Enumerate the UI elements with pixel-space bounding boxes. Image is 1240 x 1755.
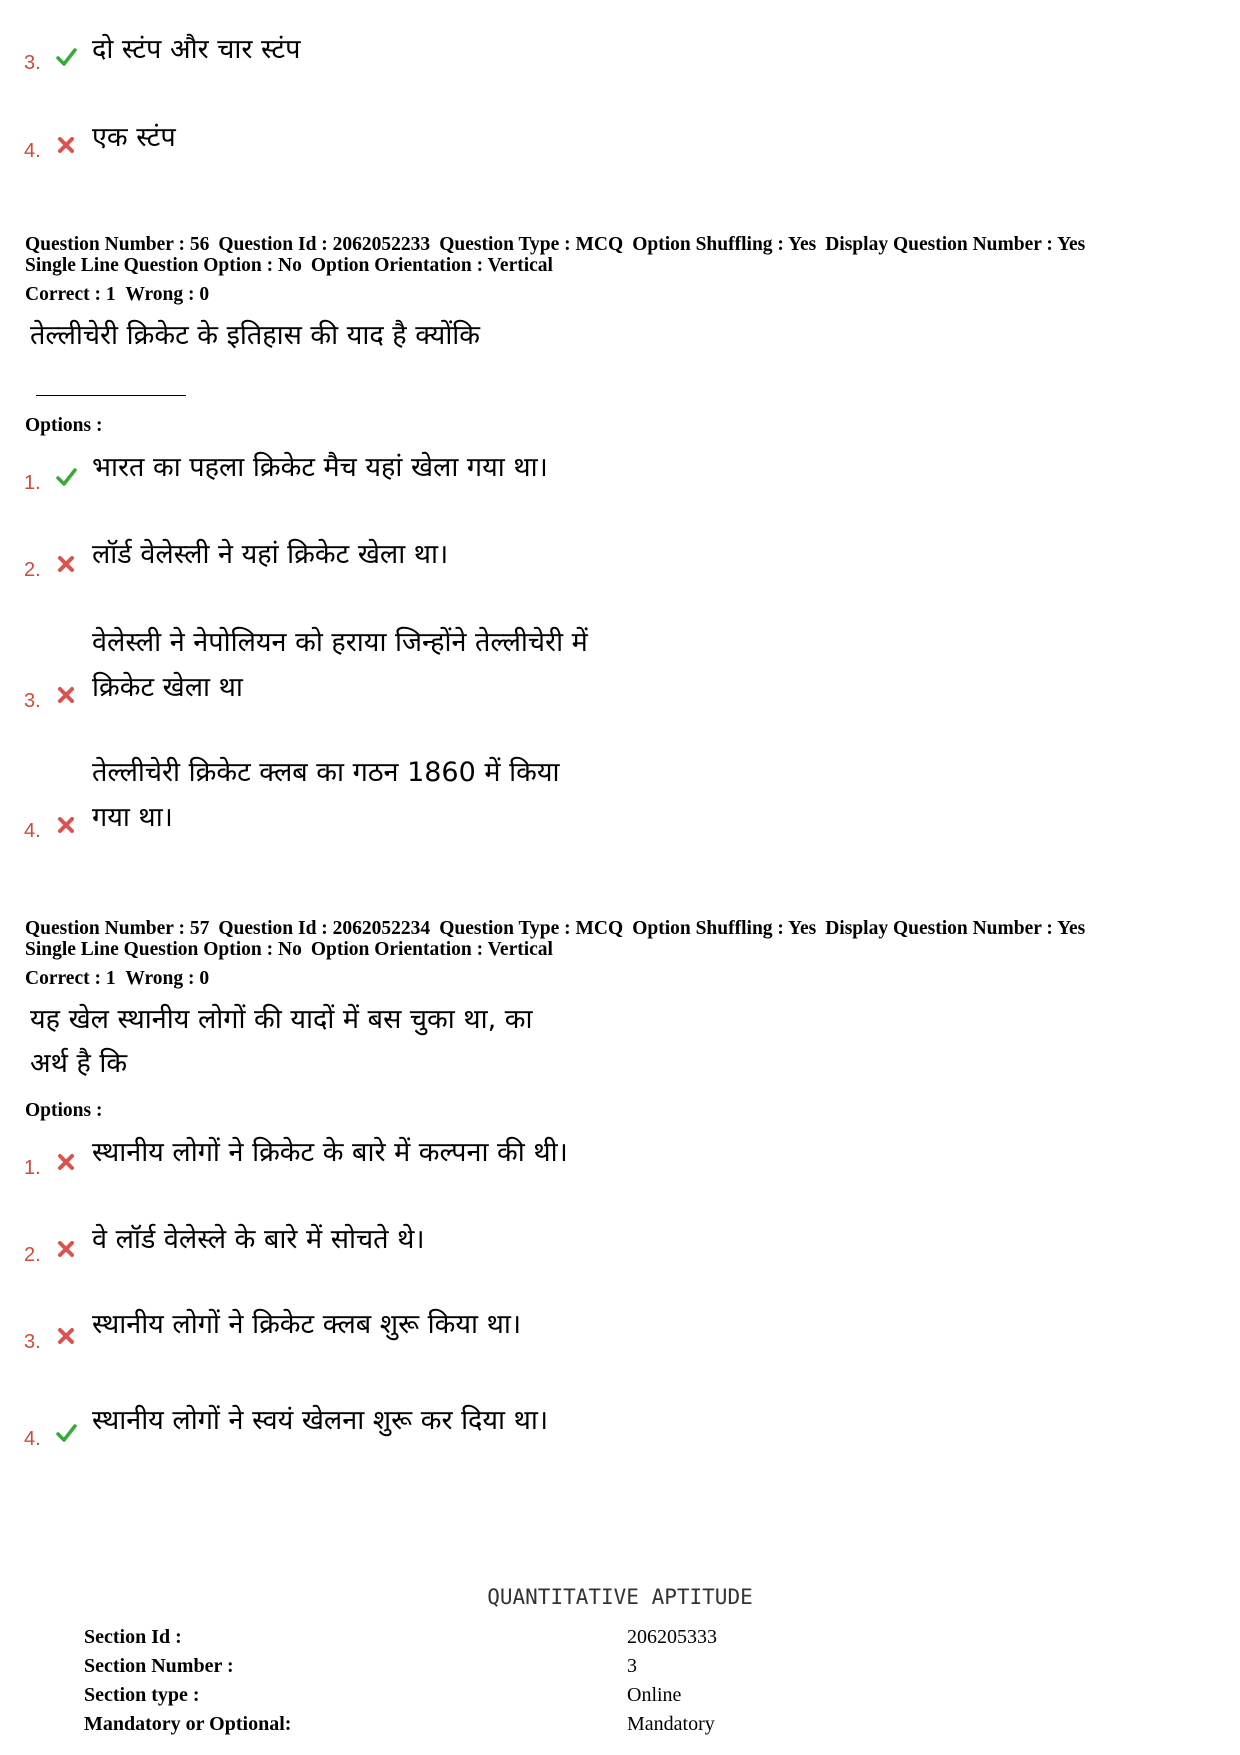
section-key: Mandatory or Optional: xyxy=(84,1713,292,1735)
option-number: 3. xyxy=(24,690,41,712)
option-number: 1. xyxy=(24,1157,41,1179)
cross-icon xyxy=(55,553,77,575)
question-text: तेल्लीचेरी क्रिकेट के इतिहास की याद है क्योंकि xyxy=(30,320,481,351)
question-id: Question Id : 2062052234 xyxy=(218,918,431,939)
section-value: 3 xyxy=(627,1655,637,1677)
section-value: Online xyxy=(627,1684,682,1706)
question-meta xyxy=(25,918,1225,960)
section-key: Section Number : xyxy=(84,1655,234,1677)
option-number: 1. xyxy=(24,472,41,494)
single-line-option: Single Line Question Option : No xyxy=(25,255,302,276)
option-number: 2. xyxy=(24,559,41,581)
option-number: 4. xyxy=(24,820,41,842)
question-text-line-2: अर्थ है कि xyxy=(30,1048,128,1079)
cross-icon xyxy=(55,684,77,706)
option-text-line-2: क्रिकेट खेला था xyxy=(92,672,243,703)
wrong-score: Wrong : 0 xyxy=(125,284,210,305)
correct-score: Correct : 1 xyxy=(25,968,116,989)
cross-icon xyxy=(55,1238,77,1260)
single-line-option: Single Line Question Option : No xyxy=(25,939,302,960)
option-number: 3. xyxy=(24,52,41,74)
option-text-line-1: तेल्लीचेरी क्रिकेट क्लब का गठन 1860 में किया xyxy=(92,757,560,788)
section-title: QUANTITATIVE APTITUDE xyxy=(487,1585,753,1609)
wrong-score: Wrong : 0 xyxy=(125,968,210,989)
option-text: स्थानीय लोगों ने क्रिकेट क्लब शुरू किया था। xyxy=(92,1309,522,1340)
option-orientation: Option Orientation : Vertical xyxy=(310,939,553,960)
check-icon xyxy=(55,466,77,488)
option-text: स्थानीय लोगों ने स्वयं खेलना शुरू कर दिया था। xyxy=(92,1405,549,1436)
option-text: लॉर्ड वेलेस्ली ने यहां क्रिकेट खेला था। xyxy=(92,539,449,570)
option-text-line-1: वेलेस्ली ने नेपोलियन को हराया जिन्होंने तेल्लीचेरी में xyxy=(92,627,588,658)
option-text: एक स्टंप xyxy=(92,122,176,153)
cross-icon xyxy=(55,1151,77,1173)
option-text: वे लॉर्ड वेलेस्ले के बारे में सोचते थे। xyxy=(92,1224,425,1255)
question-number: Question Number : 56 xyxy=(25,234,210,255)
section-key: Section Id : xyxy=(84,1626,182,1648)
option-number: 3. xyxy=(24,1331,41,1353)
section-key: Section type : xyxy=(84,1684,200,1706)
cross-icon xyxy=(55,1325,77,1347)
option-shuffling: Option Shuffling : Yes xyxy=(632,918,817,939)
correct-score: Correct : 1 xyxy=(25,284,116,305)
option-text-line-2: गया था। xyxy=(92,802,173,833)
check-icon xyxy=(55,46,77,68)
question-text-line-1: यह खेल स्थानीय लोगों की यादों में बस चुका था, का xyxy=(30,1004,533,1035)
option-shuffling: Option Shuffling : Yes xyxy=(632,234,817,255)
option-text: स्थानीय लोगों ने क्रिकेट के बारे में कल्पना की थी। xyxy=(92,1137,568,1168)
question-type: Question Type : MCQ xyxy=(439,918,624,939)
check-icon xyxy=(55,1422,77,1444)
option-text: दो स्टंप और चार स्टंप xyxy=(92,34,301,65)
question-meta xyxy=(25,234,1225,276)
options-label: Options : xyxy=(25,1100,103,1121)
cross-icon xyxy=(55,814,77,836)
cross-icon xyxy=(55,134,77,156)
question-id: Question Id : 2062052233 xyxy=(218,234,431,255)
option-number: 2. xyxy=(24,1244,41,1266)
display-question-number: Display Question Number : Yes xyxy=(825,234,1086,255)
section-value: Mandatory xyxy=(627,1713,715,1735)
question-type: Question Type : MCQ xyxy=(439,234,624,255)
question-number: Question Number : 57 xyxy=(25,918,210,939)
answer-blank xyxy=(36,395,186,396)
option-number: 4. xyxy=(24,1428,41,1450)
score-line xyxy=(25,968,209,990)
options-label: Options : xyxy=(25,415,103,436)
option-number: 4. xyxy=(24,140,41,162)
option-orientation: Option Orientation : Vertical xyxy=(310,255,553,276)
option-text: भारत का पहला क्रिकेट मैच यहां खेला गया था। xyxy=(92,452,548,483)
display-question-number: Display Question Number : Yes xyxy=(825,918,1086,939)
section-value: 206205333 xyxy=(627,1626,717,1648)
score-line xyxy=(25,284,209,306)
